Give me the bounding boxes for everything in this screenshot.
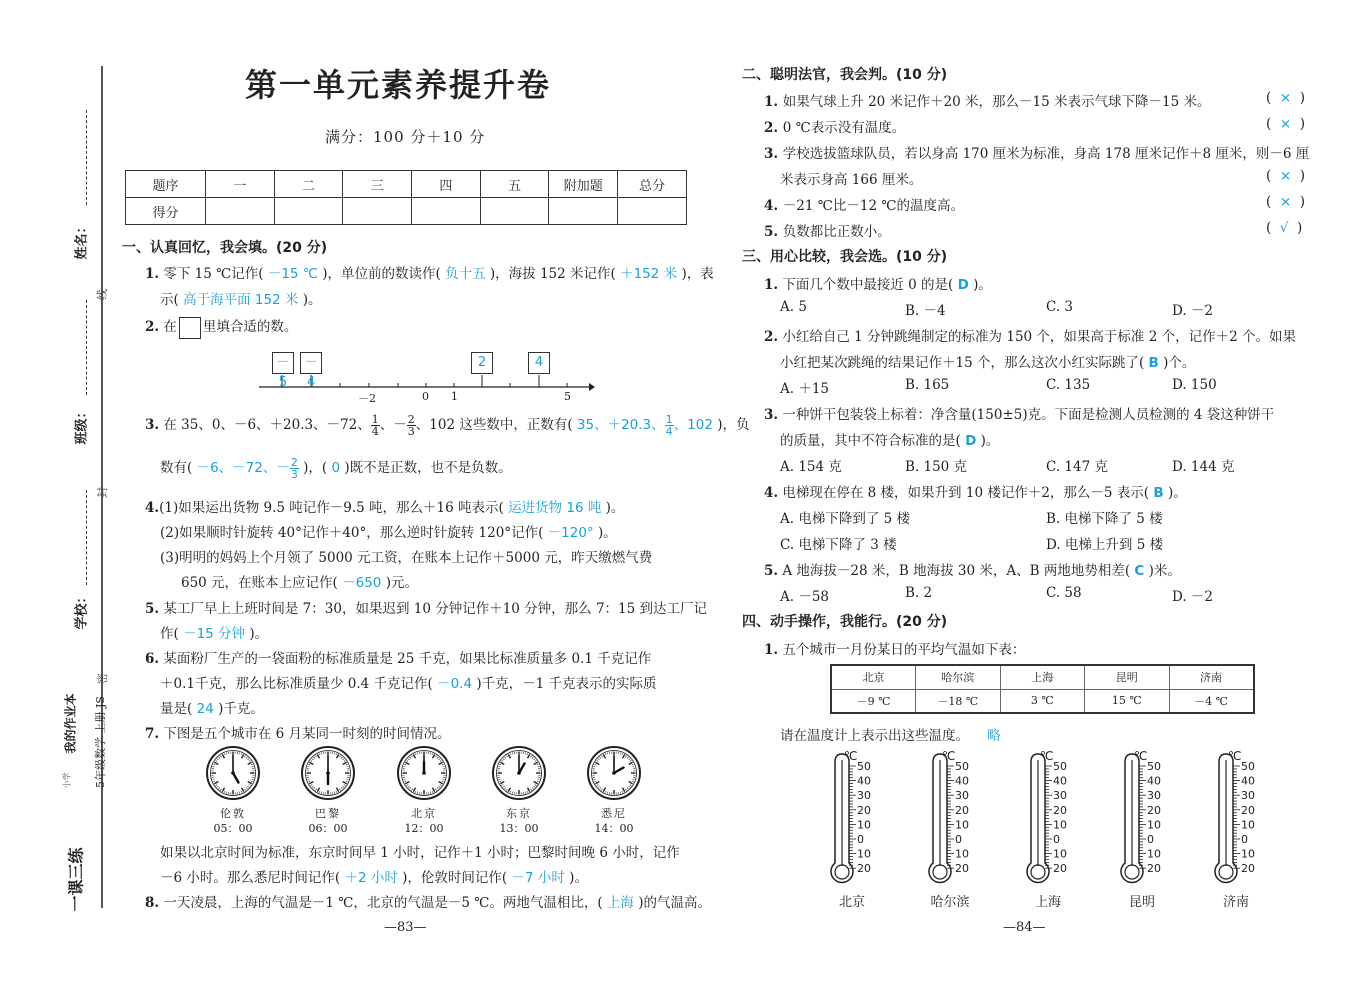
score-header-row: 题序 一 二 三 四 五 附加题 总分 (126, 171, 687, 198)
clock-time-label: 12：00 (404, 822, 444, 835)
full-score: 满分：100 分＋10 分 (325, 128, 486, 146)
number-box-2[interactable]: －4 (300, 352, 322, 374)
choice-5-opt-a[interactable]: A. －58 (780, 589, 830, 605)
brand-logo: 一课三练 (66, 847, 86, 912)
clock-city-label: 伦敦 (220, 807, 246, 820)
clock-icon (396, 745, 452, 801)
seal-mi: 密 (96, 673, 109, 684)
clock-time-label: 05：00 (213, 822, 253, 835)
svg-text:10: 10 (1053, 818, 1067, 832)
judge-answer[interactable]: ( √ ) (1266, 220, 1303, 236)
choice-4-opt-a[interactable]: A. 电梯下降到了 5 楼 (780, 511, 911, 527)
temperature-row: －9 ℃ －18 ℃ 3 ℃ 15 ℃ －4 ℃ (831, 689, 1254, 713)
judge-item: 5. 负数都比正数小。 (764, 224, 891, 240)
svg-text:20: 20 (857, 803, 871, 817)
tick-label: －2 (358, 392, 376, 405)
brand-tag: 小学 (62, 772, 72, 789)
question-4-2: (2)如果顺时针旋转 40°记作＋40°，那么逆时针旋转 120°记作( －120° )。 (160, 525, 617, 541)
thermometer-city-label: 济南 (1222, 895, 1249, 910)
svg-text:30: 30 (1053, 789, 1067, 803)
name-label: 姓名： (74, 220, 90, 260)
question-1-cont: 示( 高于海平面 152 米 )。 (160, 292, 322, 308)
question-6: 6. 某面粉厂生产的一袋面粉的标准质量是 25 千克，如果比标准质量多 0.1 千克记作 (145, 651, 652, 667)
choice-2-opt-c[interactable]: C. 135 (1046, 377, 1091, 393)
choice-3-opt-d[interactable]: D. 144 克 (1172, 459, 1235, 475)
number-box-1[interactable]: －5 (272, 352, 294, 374)
number-box-4[interactable]: 4 (528, 352, 550, 374)
clock-icon (491, 745, 547, 801)
score-cell[interactable] (549, 198, 618, 225)
section-4-heading: 四、动手操作，我能行。(20 分) (742, 614, 948, 630)
svg-text:℃: ℃ (1134, 749, 1148, 763)
svg-text:0: 0 (1241, 833, 1248, 846)
svg-text:50: 50 (955, 760, 969, 773)
thermometer-city-label: 北京 (838, 895, 865, 910)
svg-text:0: 0 (1053, 833, 1060, 846)
svg-text:10: 10 (955, 818, 969, 832)
svg-text:30: 30 (1147, 789, 1161, 803)
question-3: 3. 在 35、0、－6、＋20.3、－72、 $\frac{1}{4}$ 、－ $\frac{2}{3}$ 、102 这些数中，正数有( 35、＋20.3、 $\frac{1}{4}$ 、102 )，负 (145, 413, 750, 438)
question-6-cont: ＋0.1千克，那么比标准质量少 0.4 千克记作( －0.4 )千克，－1 千克表示的实际质 (160, 676, 657, 692)
choice-3: 3. 一种饼干包装袋上标着：净含量(150±5)克。下面是检测人员检测的 4 袋这种饼干 (764, 407, 1275, 423)
number-box-3[interactable]: 2 (471, 352, 493, 374)
svg-text:10: 10 (955, 847, 969, 861)
page-title: 第一单元素养提升卷 (245, 66, 552, 104)
svg-text:0: 0 (857, 833, 864, 846)
svg-text:20: 20 (1241, 803, 1255, 817)
score-cell[interactable] (274, 198, 343, 225)
grade-label: 5年级数学 上册 JS (94, 696, 107, 788)
blank-box (179, 317, 201, 339)
judge-item: 2. 0 ℃表示没有温度。 (764, 120, 906, 136)
question-1: 1. 零下 15 ℃记作( －15 ℃ )，单位前的数读作( 负十五 )，海拔 152 米记作( ＋152 米 )，表 (145, 266, 714, 282)
section-2-heading: 二、聪明法官，我会判。(10 分) (742, 67, 948, 83)
svg-text:℃: ℃ (1040, 749, 1054, 763)
score-cell[interactable] (480, 198, 549, 225)
svg-text:20: 20 (1053, 862, 1067, 876)
svg-text:20: 20 (1147, 803, 1161, 817)
choice-1-opt-b[interactable]: B. －4 (905, 303, 946, 319)
question-7-cont2: －6 小时。那么悉尼时间记作( ＋2 小时 )，伦敦时间记作( －7 小时 )。 (160, 870, 588, 886)
tick-label: 0 (422, 390, 429, 403)
choice-3-opt-b[interactable]: B. 150 克 (905, 459, 968, 475)
judge-item: 1. 如果气球上升 20 米记作＋20 米，那么－15 米表示气球下降－15 米。 (764, 94, 1211, 110)
choice-5-opt-c[interactable]: C. 58 (1046, 585, 1082, 601)
clock-icon (586, 745, 642, 801)
svg-text:40: 40 (1241, 774, 1255, 788)
choice-2-opt-b[interactable]: B. 165 (905, 377, 950, 393)
judge-item-cont: 米表示身高 166 厘米。 (780, 172, 923, 188)
judge-answer[interactable]: ( × ) (1266, 116, 1306, 132)
score-cell[interactable] (343, 198, 412, 225)
clock-time-label: 13：00 (499, 822, 539, 835)
svg-text:10: 10 (857, 847, 871, 861)
choice-5-opt-d[interactable]: D. －2 (1172, 589, 1214, 605)
thermometer-icon[interactable] (1120, 748, 1180, 888)
choice-4: 4. 电梯现在停在 8 楼，如果升到 10 楼记作＋2，那么－5 表示( B )。 (764, 485, 1187, 501)
choice-4-opt-b[interactable]: B. 电梯下降了 5 楼 (1046, 511, 1163, 527)
svg-text:40: 40 (1053, 774, 1067, 788)
svg-text:40: 40 (955, 774, 969, 788)
choice-2-opt-d[interactable]: D. 150 (1172, 377, 1217, 393)
city-row: 北京 哈尔滨 上海 昆明 济南 (831, 665, 1254, 689)
svg-text:℃: ℃ (1228, 749, 1242, 763)
choice-5-opt-b[interactable]: B. 2 (905, 585, 933, 601)
svg-text:30: 30 (955, 789, 969, 803)
svg-text:40: 40 (857, 774, 871, 788)
svg-text:50: 50 (1053, 760, 1067, 773)
name-underline (86, 110, 87, 205)
svg-text:0: 0 (955, 833, 962, 846)
svg-text:20: 20 (1241, 862, 1255, 876)
clock-time-label: 14：00 (594, 822, 634, 835)
question-8: 8. 一天凌晨，上海的气温是－1 ℃，北京的气温是－5 ℃。两地气温相比，( 上海 )的气温高。 (145, 895, 711, 911)
question-4-3-cont: 650 元，在账本上应记作( －650 )元。 (181, 575, 418, 591)
question-2: 2. 在 里填合适的数。 (145, 315, 297, 339)
svg-text:10: 10 (1147, 818, 1161, 832)
page-number-right: —84— (1003, 920, 1046, 935)
seal-feng: 封 (96, 487, 109, 498)
svg-text:50: 50 (857, 760, 871, 773)
choice-1: 1. 下面几个数中最接近 0 的是( D )。 (764, 277, 992, 293)
clock-icon (300, 745, 356, 801)
class-underline (86, 300, 87, 395)
clock-city-label: 悉尼 (601, 807, 627, 820)
judge-item: 3. 学校选拔篮球队员，若以身高 170 厘米为标准，身高 178 厘米记作＋8 厘米，则－6 厘 (764, 146, 1310, 162)
svg-text:30: 30 (857, 789, 871, 803)
thermometer-city-label: 上海 (1034, 895, 1061, 910)
tick-label: 1 (451, 390, 458, 403)
score-value-row: 得分 (126, 198, 687, 225)
svg-text:40: 40 (1147, 774, 1161, 788)
thermometer-icon[interactable] (1026, 748, 1086, 888)
judge-item: 4. －21 ℃比－12 ℃的温度高。 (764, 198, 964, 214)
question-7-cont: 如果以北京时间为标准，东京时间早 1 小时，记作＋1 小时；巴黎时间晚 6 小时，记作 (160, 845, 680, 861)
svg-text:℃: ℃ (942, 749, 956, 763)
clock-city-label: 北京 (411, 807, 437, 820)
svg-text:0: 0 (1147, 833, 1154, 846)
svg-text:20: 20 (857, 862, 871, 876)
score-cell[interactable] (206, 198, 275, 225)
choice-5: 5. A 地海拔－28 米，B 地海拔 30 米，A、B 两地地势相差( C )米。 (764, 563, 1181, 579)
section-3-heading: 三、用心比较，我会选。(10 分) (742, 249, 948, 265)
score-table (125, 170, 687, 225)
svg-text:50: 50 (1241, 760, 1255, 773)
question-4-3: (3)明明的妈妈上个月领了 5000 元工资，在账本上记作＋5000 元，昨天缴燃气费 (160, 550, 653, 566)
choice-1-opt-d[interactable]: D. －2 (1172, 303, 1214, 319)
section-1-heading: 一、认真回忆，我会填。(20 分) (122, 240, 328, 256)
svg-text:10: 10 (1053, 847, 1067, 861)
choice-4-opt-d[interactable]: D. 电梯上升到 5 楼 (1046, 537, 1164, 553)
svg-text:10: 10 (1241, 818, 1255, 832)
score-cell[interactable] (618, 198, 687, 225)
svg-text:20: 20 (955, 862, 969, 876)
question-5: 5. 某工厂早上上班时间是 7：30，如果迟到 10 分钟记作＋10 分钟，那么 7：15 到达工厂记 (145, 601, 708, 617)
choice-4-opt-c[interactable]: C. 电梯下降了 3 楼 (780, 537, 897, 553)
choice-3-cont: 的质量，其中不符合标准的是( D )。 (780, 433, 1000, 449)
question-7: 7. 下图是五个城市在 6 月某同一时刻的时间情况。 (145, 726, 451, 742)
svg-text:20: 20 (955, 803, 969, 817)
choice-3-opt-c[interactable]: C. 147 克 (1046, 459, 1108, 475)
thermometer-icon[interactable] (830, 748, 890, 888)
clock-time-label: 06：00 (308, 822, 348, 835)
tick-label: 5 (564, 390, 571, 403)
clock-city-label: 巴黎 (315, 807, 341, 820)
judge-answer[interactable]: ( × ) (1266, 90, 1306, 106)
series-name: 我的作业本 (63, 693, 78, 754)
svg-text:20: 20 (1053, 803, 1067, 817)
choice-3-opt-a[interactable]: A. 154 克 (780, 459, 842, 475)
clock-city-label: 东京 (506, 807, 532, 820)
page-number-left: —83— (384, 920, 427, 935)
svg-text:10: 10 (1241, 847, 1255, 861)
svg-text:50: 50 (1147, 760, 1161, 773)
svg-text:10: 10 (1147, 847, 1161, 861)
choice-2: 2. 小红给自己 1 分钟跳绳制定的标准为 150 个，如果高于标准 2 个，记作＋2 个。如果 (764, 329, 1296, 345)
choice-1-opt-c[interactable]: C. 3 (1046, 299, 1074, 315)
judge-answer[interactable]: ( × ) (1266, 194, 1306, 210)
school-label: 学校： (74, 590, 90, 630)
thermometer-icon[interactable] (1214, 748, 1274, 888)
score-cell[interactable] (412, 198, 481, 225)
thermometer-icon[interactable] (928, 748, 988, 888)
seal-xian: 线 (96, 289, 109, 300)
question-4-1: 4.(1)如果运出货物 9.5 吨记作－9.5 吨，那么＋16 吨表示( 运进货物 16 吨 )。 (145, 500, 625, 516)
question-3-cont: 数有( －6、－72、－ $\frac{2}{3}$ )，( 0 )既不是正数，也不是负数。 (160, 456, 512, 481)
thermometer-city-label: 哈尔滨 (930, 895, 970, 910)
svg-text:30: 30 (1241, 789, 1255, 803)
question-5-cont: 作( －15 分钟 )。 (160, 626, 269, 642)
svg-text:10: 10 (857, 818, 871, 832)
question-6-cont2: 量是( 24 )千克。 (160, 701, 264, 717)
choice-2-opt-a[interactable]: A. ＋15 (780, 381, 830, 397)
choice-2-cont: 小红把某次跳绳的结果记作＋15 个，那么这次小红实际跳了( B )个。 (780, 355, 1196, 371)
judge-answer[interactable]: ( × ) (1266, 168, 1306, 184)
class-label: 班级： (74, 405, 90, 445)
city-temperature-table (830, 664, 1255, 714)
clock-icon (205, 745, 261, 801)
svg-text:20: 20 (1147, 862, 1161, 876)
choice-1-opt-a[interactable]: A. 5 (780, 299, 807, 315)
svg-text:℃: ℃ (844, 749, 858, 763)
thermometer-city-label: 昆明 (1128, 895, 1155, 910)
task-1: 1. 五个城市一月份某日的平均气温如下表： (764, 642, 1026, 658)
task-1-instruction: 请在温度计上表示出这些温度。 略 (780, 728, 1001, 744)
